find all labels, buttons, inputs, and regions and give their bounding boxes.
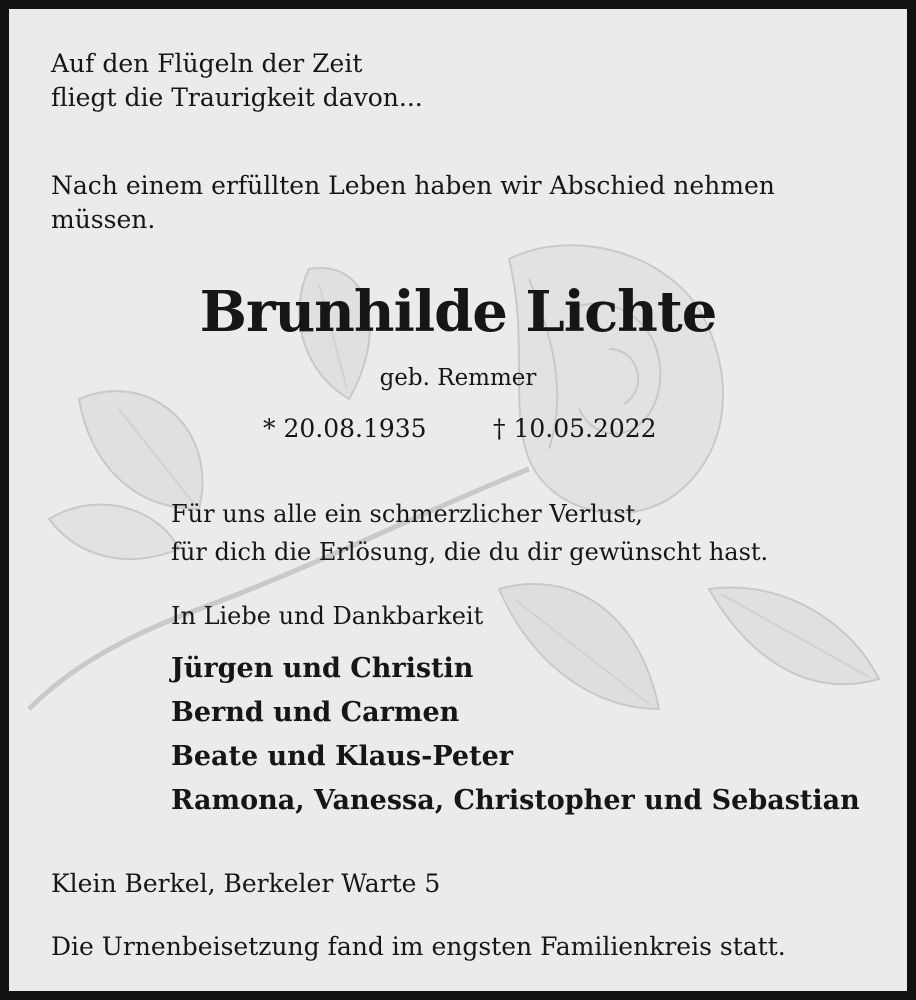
intro-line-2: müssen. [51, 205, 156, 234]
address: Klein Berkel, Berkeler Warte 5 [51, 869, 441, 898]
intro-line-1: Nach einem erfüllten Leben haben wir Abschied nehmen [51, 171, 775, 200]
death-date: † 10.05.2022 [493, 414, 657, 443]
intro-text [51, 169, 775, 237]
verse [171, 495, 768, 571]
funeral-note: Die Urnenbeisetzung fand im engsten Familienkreis statt. [51, 932, 786, 961]
mourner-1: Jürgen und Christin [171, 653, 474, 684]
poem-line-2: fliegt die Traurigkeit davon... [51, 83, 423, 112]
deceased-name: Brunhilde Lichte [199, 279, 717, 345]
poem [51, 47, 423, 115]
verse-line-1: Für uns alle ein schmerzlicher Verlust, [171, 500, 643, 528]
verse-line-2: für dich die Erlösung, die du dir gewünscht hast. [171, 538, 769, 566]
mourner-3: Beate und Klaus-Peter [171, 741, 513, 772]
mourner-2: Bernd und Carmen [171, 697, 460, 728]
mourners-list [171, 647, 860, 823]
birth-date: * 20.08.1935 [263, 414, 427, 443]
dedication: In Liebe und Dankbarkeit [171, 602, 484, 630]
poem-line-1: Auf den Flügeln der Zeit [51, 49, 363, 78]
maiden-name: geb. Remmer [379, 365, 537, 391]
mourner-4: Ramona, Vanessa, Christopher und Sebastian [171, 785, 860, 816]
